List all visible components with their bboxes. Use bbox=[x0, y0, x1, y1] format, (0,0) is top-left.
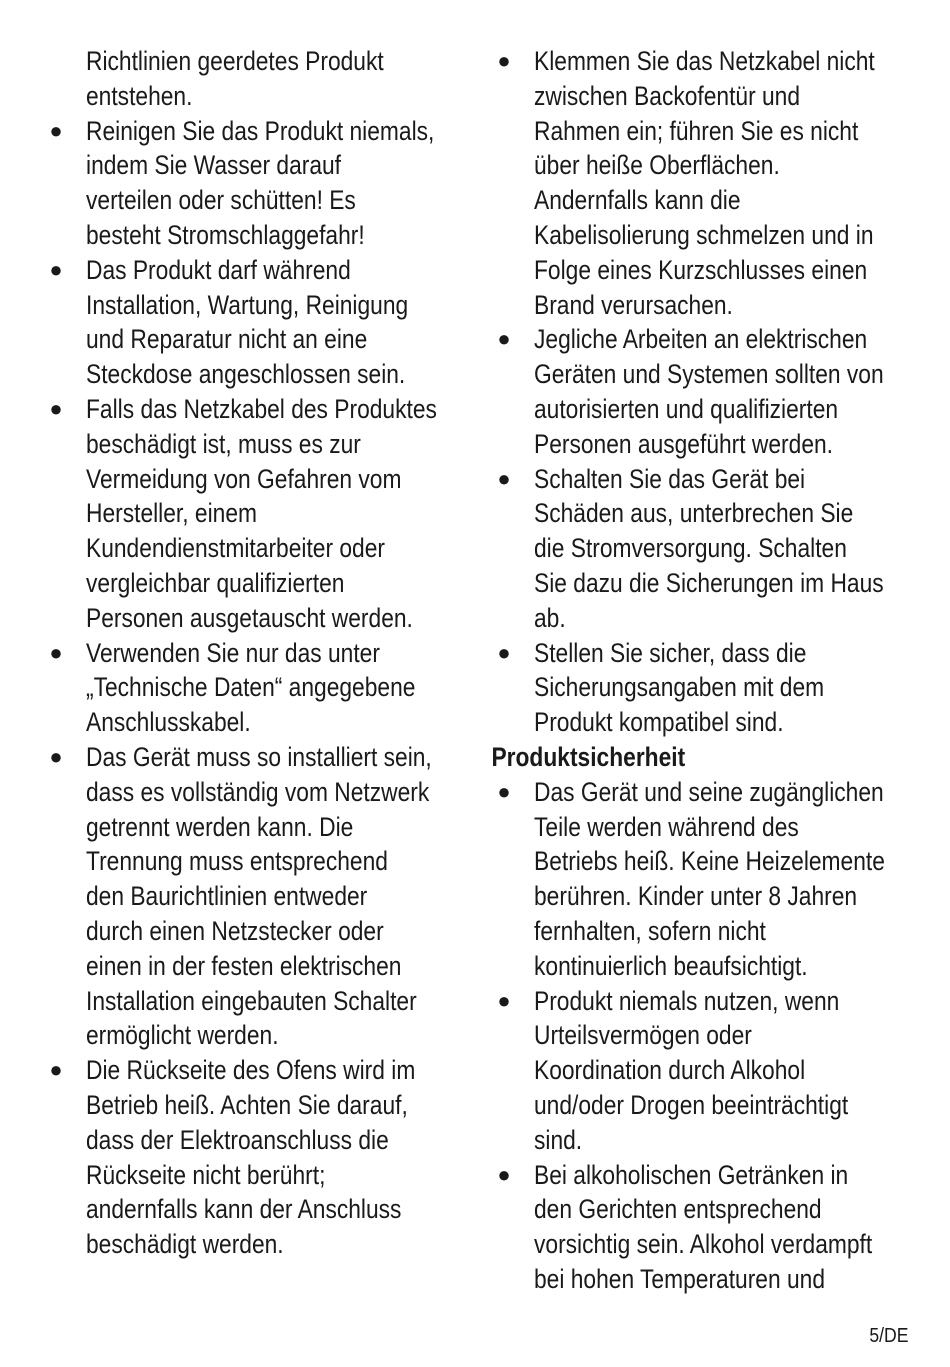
text-line: Anschlusskabel. bbox=[86, 707, 251, 738]
text-line: Sie dazu die Sicherungen im Haus bbox=[534, 567, 884, 598]
text-line: und Reparatur nicht an eine bbox=[86, 324, 368, 355]
text-line: getrennt werden kann. Die bbox=[86, 811, 354, 842]
text-line: Urteilsvermögen oder bbox=[534, 1020, 752, 1051]
text-line: vergleichbar qualifizierten bbox=[86, 567, 345, 598]
text-line: und/oder Drogen beeinträchtigt bbox=[534, 1089, 849, 1120]
text-line: dass der Elektroanschluss die bbox=[86, 1124, 389, 1155]
bullet-item bbox=[40, 253, 465, 392]
bullet-icon: ● bbox=[497, 987, 511, 1013]
text-line: verteilen oder schütten! Es bbox=[86, 185, 356, 216]
bullet-icon: ● bbox=[49, 256, 63, 282]
text-line: Reinigen Sie das Produkt niemals, bbox=[86, 115, 435, 146]
text-line: Produkt niemals nutzen, wenn bbox=[534, 985, 840, 1016]
text-line: Richtlinien geerdetes Produkt bbox=[86, 46, 384, 76]
text-line: Schalten Sie das Gerät bei bbox=[534, 463, 806, 494]
page-number: 5/DE bbox=[868, 1325, 908, 1347]
bullet-item bbox=[40, 740, 465, 1053]
text-line: entstehen. bbox=[86, 80, 193, 111]
text-line: berühren. Kinder unter 8 Jahren bbox=[534, 881, 858, 912]
text-line: indem Sie Wasser darauf bbox=[86, 150, 342, 181]
bullet-icon: ● bbox=[49, 395, 63, 421]
text-line: kontinuierlich beaufsichtigt. bbox=[534, 950, 808, 981]
bullet-item bbox=[488, 44, 918, 322]
text-line: Geräten und Systemen sollten von bbox=[534, 359, 884, 390]
bullet-icon: ● bbox=[497, 1161, 511, 1187]
text-line: zwischen Backofentür und bbox=[534, 80, 801, 111]
text-line: Hersteller, einem bbox=[86, 498, 257, 529]
text-line: Jegliche Arbeiten an elektrischen bbox=[534, 324, 868, 355]
text-line: andernfalls kann der Anschluss bbox=[86, 1194, 402, 1225]
text-line: dass es vollständig vom Netzwerk bbox=[86, 776, 430, 807]
bullet-icon: ● bbox=[49, 117, 63, 143]
continued-paragraph bbox=[40, 44, 465, 114]
text-line: ab. bbox=[534, 602, 566, 633]
text-line: Verwenden Sie nur das unter bbox=[86, 637, 380, 668]
text-line: Falls das Netzkabel des Produktes bbox=[86, 393, 437, 424]
bullet-item bbox=[488, 984, 918, 1158]
text-line: fernhalten, sofern nicht bbox=[534, 915, 766, 946]
section-heading: Produktsicherheit bbox=[491, 741, 686, 772]
text-line: sind. bbox=[534, 1124, 583, 1155]
text-line: Installation eingebauten Schalter bbox=[86, 985, 417, 1016]
text-line: über heiße Oberflächen. bbox=[534, 150, 780, 181]
text-line: beschädigt ist, muss es zur bbox=[86, 428, 361, 459]
bullet-item bbox=[488, 1158, 918, 1297]
text-line: Folge eines Kurzschlusses einen bbox=[534, 254, 868, 285]
left-column bbox=[40, 44, 465, 1262]
text-line: Betriebs heiß. Keine Heizelemente bbox=[534, 846, 885, 877]
text-line: den Gerichten entsprechend bbox=[534, 1194, 822, 1225]
text-line: Sicherungsangaben mit dem bbox=[534, 672, 825, 703]
text-line: einen in der festen elektrischen bbox=[86, 950, 402, 981]
text-line: durch einen Netzstecker oder bbox=[86, 915, 384, 946]
text-line: Klemmen Sie das Netzkabel nicht bbox=[534, 46, 875, 76]
text-line: Koordination durch Alkohol bbox=[534, 1055, 806, 1086]
text-line: Personen ausgeführt werden. bbox=[534, 428, 833, 459]
text-line: beschädigt werden. bbox=[86, 1229, 284, 1260]
text-line: Andernfalls kann die bbox=[534, 185, 741, 216]
bullet-item bbox=[40, 1053, 465, 1262]
text-line: „Technische Daten“ angegebene bbox=[86, 672, 416, 703]
text-line: Bei alkoholischen Getränken in bbox=[534, 1159, 849, 1190]
bullet-icon: ● bbox=[497, 48, 511, 73]
bullet-item bbox=[40, 392, 465, 636]
bullet-icon: ● bbox=[497, 639, 511, 665]
text-line: Betrieb heiß. Achten Sie darauf, bbox=[86, 1089, 408, 1120]
bullet-icon: ● bbox=[497, 326, 511, 352]
bullet-icon: ● bbox=[49, 743, 63, 769]
text-line: ermöglicht werden. bbox=[86, 1020, 279, 1051]
text-line: vorsichtig sein. Alkohol verdampft bbox=[534, 1229, 873, 1260]
text-line: Vermeidung von Gefahren vom bbox=[86, 463, 402, 494]
text-line: Trennung muss entsprechend bbox=[86, 846, 388, 877]
bullet-icon: ● bbox=[497, 465, 511, 491]
text-line: Das Gerät und seine zugänglichen bbox=[534, 776, 884, 807]
text-line: Produkt kompatibel sind. bbox=[534, 707, 784, 738]
text-line: die Stromversorgung. Schalten bbox=[534, 533, 847, 564]
text-line: Steckdose angeschlossen sein. bbox=[86, 359, 406, 390]
text-line: Personen ausgetauscht werden. bbox=[86, 602, 413, 633]
text-line: Die Rückseite des Ofens wird im bbox=[86, 1055, 416, 1086]
bullet-item bbox=[488, 775, 918, 984]
bullet-icon: ● bbox=[49, 1057, 63, 1083]
text-line: besteht Stromschlaggefahr! bbox=[86, 219, 365, 250]
bullet-icon: ● bbox=[497, 778, 511, 804]
text-line: autorisierten und qualifizierten bbox=[534, 393, 839, 424]
text-line: Teile werden während des bbox=[534, 811, 799, 842]
text-line: Das Produkt darf während bbox=[86, 254, 351, 285]
text-line: Rahmen ein; führen Sie es nicht bbox=[534, 115, 859, 146]
right-column bbox=[488, 44, 918, 1297]
bullet-icon: ● bbox=[49, 639, 63, 665]
text-line: den Baurichtlinien entweder bbox=[86, 881, 368, 912]
bullet-item bbox=[40, 114, 465, 253]
text-line: Das Gerät muss so installiert sein, bbox=[86, 741, 432, 772]
bullet-item bbox=[488, 322, 918, 461]
text-line: Schäden aus, unterbrechen Sie bbox=[534, 498, 854, 529]
text-line: Installation, Wartung, Reinigung bbox=[86, 289, 409, 320]
text-line: Kundendienstmitarbeiter oder bbox=[86, 533, 385, 564]
text-line: Kabelisolierung schmelzen und in bbox=[534, 219, 874, 250]
text-line: bei hohen Temperaturen und bbox=[534, 1263, 826, 1294]
text-line: Brand verursachen. bbox=[534, 289, 733, 320]
bullet-item bbox=[488, 636, 918, 740]
bullet-item bbox=[40, 636, 465, 740]
text-line: Stellen Sie sicher, dass die bbox=[534, 637, 807, 668]
bullet-item bbox=[488, 462, 918, 636]
text-line: Rückseite nicht berührt; bbox=[86, 1159, 326, 1190]
